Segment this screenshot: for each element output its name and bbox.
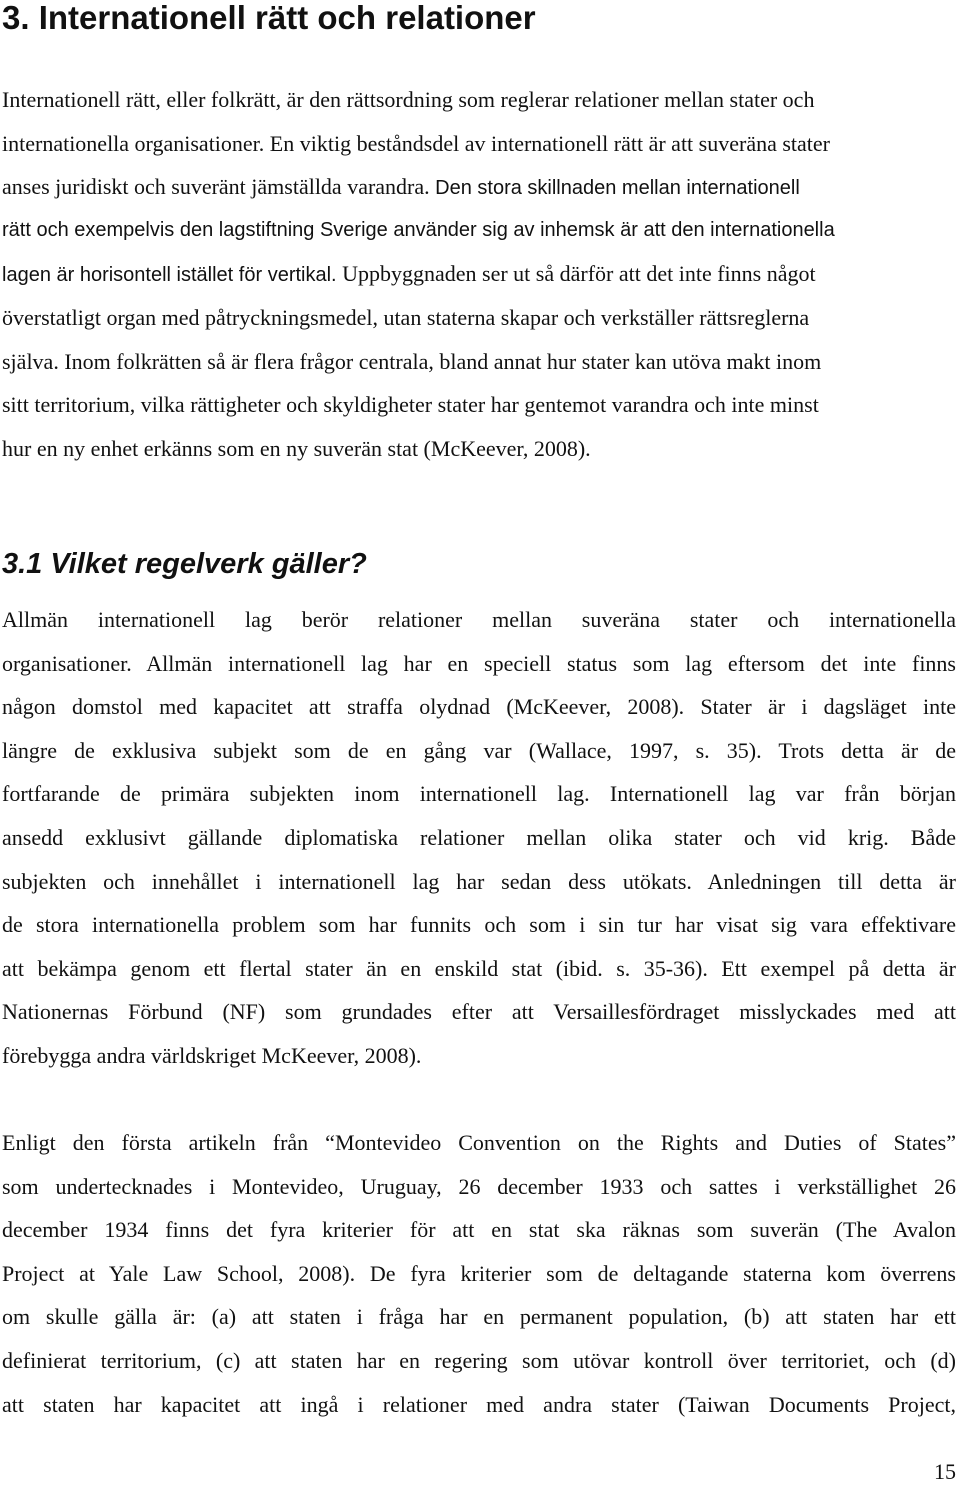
paragraph-line: Enligt den första artikeln från “Montevideo Convention on the Rights and Duties of States” xyxy=(2,1130,956,1155)
paragraph-line: december 1934 finns det fyra kriterier för att en stat ska räknas som suverän (The Avalon xyxy=(2,1217,956,1243)
paragraph-line: att staten har kapacitet att ingå i relationer med andra stater (Taiwan Documents Project, xyxy=(2,1391,956,1417)
paragraph-line: hur en ny enhet erkänns som en ny suverän stat (McKeever, 2008). xyxy=(2,435,591,461)
body-paragraph xyxy=(2,598,956,1078)
paragraph-line: som undertecknades i Montevideo, Uruguay, 26 december 1933 och sattes i verkställighet 26 xyxy=(2,1173,956,1199)
subsection-heading: 3.1 Vilket regelverk gäller? xyxy=(2,548,367,580)
paragraph-line: längre de exklusiva subjekt som de en gång var (Wallace, 1997, s. 35). Trots detta är de xyxy=(2,737,956,763)
paragraph-line: internationella organisationer. En viktig beståndsdel av internationell rätt är att suveräna stater xyxy=(2,130,830,156)
paragraph-line: om skulle gälla är: (a) att staten i fråga har en permanent population, (b) att staten har ett xyxy=(2,1304,956,1330)
body-paragraph xyxy=(2,1121,956,1426)
paragraph-sentence: Den stora skillnaden mellan internationell xyxy=(435,177,800,200)
paragraph-line: sitt territorium, vilka rättigheter och skyldigheter stater har gentemot varandra och inte minst xyxy=(2,392,819,418)
paragraph-line: definierat territorium, (c) att staten har en regering som utövar kontroll över territoriet, och (d) xyxy=(2,1347,956,1373)
paragraph-line: Internationell rätt, eller folkrätt, är den rättsordning som reglerar relationer mellan stater och xyxy=(2,87,815,112)
paragraph-line xyxy=(2,340,956,384)
paragraph-line: Nationernas Förbund (NF) som grundades efter att Versaillesfördraget misslyckades med att xyxy=(2,999,956,1025)
paragraph-line: förebygga andra världskriget McKeever, 2008). xyxy=(2,1042,422,1068)
page-number: 15 xyxy=(934,1459,956,1484)
intro-paragraph xyxy=(2,78,956,470)
paragraph-line: fortfarande de primära subjekten inom internationell lag. Internationell lag var från början xyxy=(2,781,956,807)
section-heading: 3. Internationell rätt och relationer xyxy=(2,0,536,36)
paragraph-line: Project at Yale Law School, 2008). De fyra kriterier som de deltagande staterna kom överrens xyxy=(2,1260,956,1286)
paragraph-line: att bekämpa genom ett flertal stater än en enskild stat (ibid. s. 35-36). Ett exempel på detta är xyxy=(2,955,956,981)
paragraph-line: organisationer. Allmän internationell lag har en speciell status som lag eftersom det inte finns xyxy=(2,650,956,676)
paragraph-line: rätt och exempelvis den lagstiftning Sverige använder sig av inhemsk är att den internationella xyxy=(2,218,835,241)
paragraph-sentence: själva. xyxy=(2,348,59,374)
paragraph-line: de stora internationella problem som har funnits och som i sin tur har visat sig vara effektivare xyxy=(2,912,956,938)
paragraph-line: ansedd exklusivt gällande diplomatiska relationer mellan olika stater och vid krig. Både xyxy=(2,824,956,850)
paragraph-sentence: Uppbyggnaden ser ut så därför att det inte finns något xyxy=(342,261,816,287)
paragraph-line xyxy=(2,252,956,296)
paragraph-line: subjekten och innehållet i internationell lag har sedan dess utökats. Anledningen till detta är xyxy=(2,868,956,894)
paragraph-sentence: lagen är horisontell istället för vertikal. xyxy=(2,264,337,287)
paragraph-line: Allmän internationell lag berör relationer mellan suveräna stater och internationella xyxy=(2,607,956,632)
paragraph-line: överstatligt organ med påtryckningsmedel, utan staterna skapar och verkställer rättsreglerna xyxy=(2,304,810,330)
paragraph-sentence: anses juridiskt och suveränt jämställda varandra. xyxy=(2,174,430,200)
paragraph-line: någon domstol med kapacitet att straffa olydnad (McKeever, 2008). Stater är i dagsläget inte xyxy=(2,694,956,720)
paragraph-line xyxy=(2,165,956,209)
paragraph-sentence: Inom folkrätten så är flera frågor centrala, bland annat hur stater kan utöva makt inom xyxy=(64,348,822,374)
